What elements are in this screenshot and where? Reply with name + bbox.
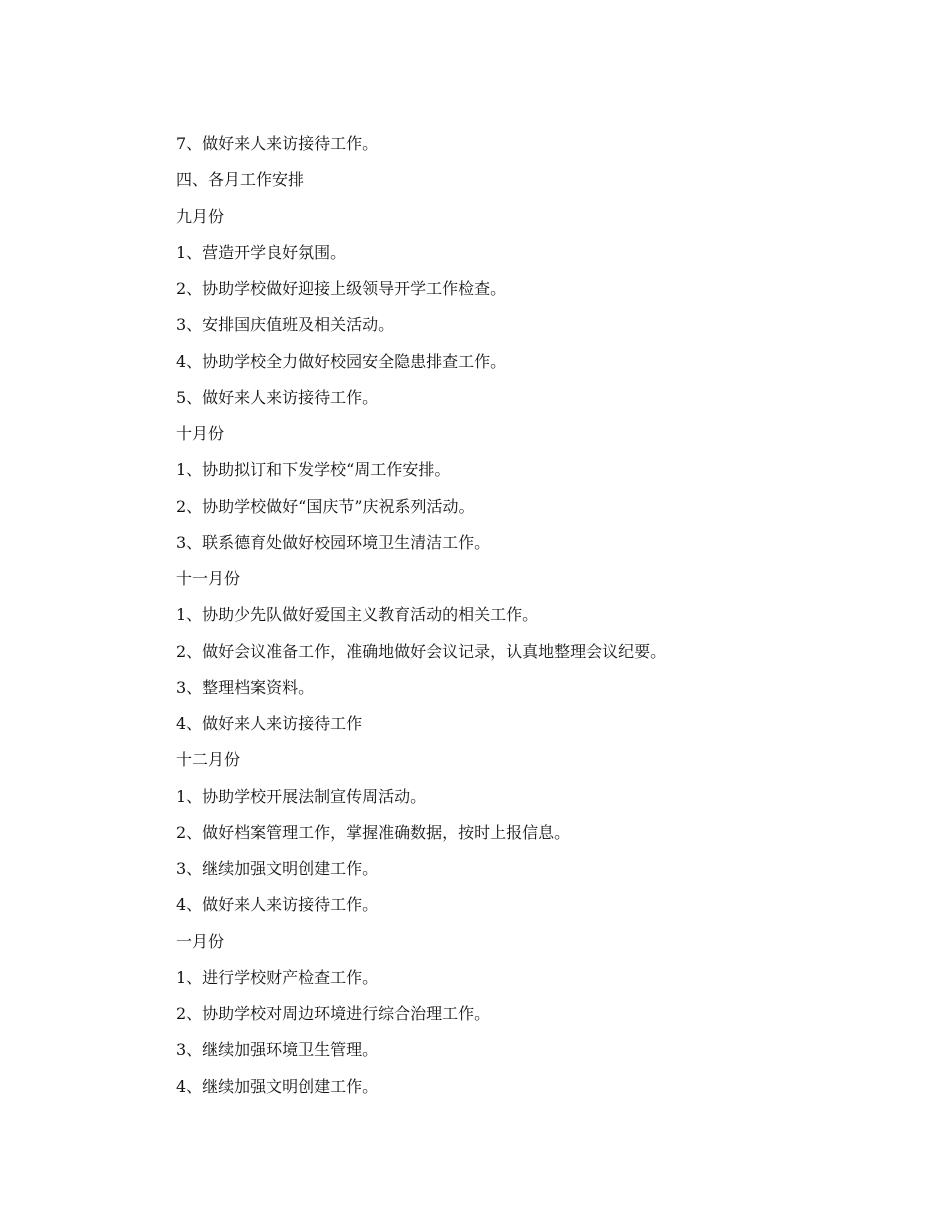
list-item: 4、做好来人来访接待工作。 [176,895,379,915]
list-item: 4、协助学校全力做好校园安全隐患排查工作。 [176,351,507,371]
list-item: 3、整理档案资料。 [176,677,315,697]
list-item: 3、继续加强环境卫生管理。 [176,1040,379,1060]
list-item: 2、做好会议准备工作，准确地做好会议记录，认真地整理会议纪要。 [176,641,667,661]
month-heading-january: 一月份 [176,931,225,951]
list-item: 1、营造开学良好氛围。 [176,242,347,262]
list-item: 2、做好档案管理工作，掌握准确数据，按时上报信息。 [176,822,571,842]
list-item: 2、协助学校做好迎接上级领导开学工作检查。 [176,279,507,298]
list-item: 1、协助少先队做好爱国主义教育活动的相关工作。 [176,605,539,625]
list-item: 1、协助拟订和下发学校“周工作安排。 [176,460,451,480]
list-item: 3、安排国庆值班及相关活动。 [176,315,395,335]
list-item: 4、做好来人来访接待工作 [176,714,363,733]
month-heading-october: 十月份 [176,424,225,443]
list-item: 1、进行学校财产检查工作。 [176,967,379,987]
month-heading-september: 九月份 [176,206,225,226]
month-heading-december: 十二月份 [176,750,241,770]
document-body [176,126,896,1105]
month-heading-november: 十一月份 [176,569,241,588]
list-item: 2、协助学校做好“国庆节”庆祝系列活动。 [176,496,475,516]
list-item: 3、继续加强文明创建工作。 [176,859,379,878]
list-item: 2、协助学校对周边环境进行综合治理工作。 [176,1004,491,1023]
list-item: 1、协助学校开展法制宣传周活动。 [176,786,427,806]
section-heading-monthly-plan: 四、各月工作安排 [176,170,305,190]
list-item-7-reception: 7、做好来人来访接待工作。 [176,134,379,153]
list-item: 5、做好来人来访接待工作。 [176,387,379,407]
list-item: 3、联系德育处做好校园环境卫生清洁工作。 [176,532,491,552]
list-item: 4、继续加强文明创建工作。 [176,1076,379,1096]
